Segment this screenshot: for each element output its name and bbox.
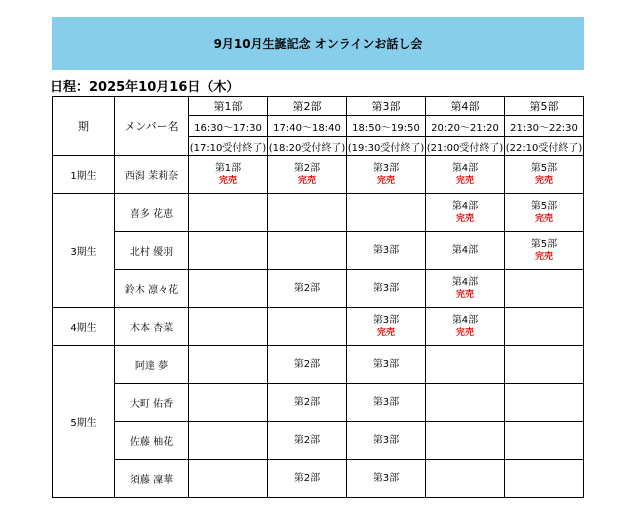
sold-out-badge: 完売 bbox=[534, 214, 553, 224]
slot-cell bbox=[268, 460, 347, 498]
header-time-3: 18:50～19:50 bbox=[347, 116, 426, 137]
event-title-banner bbox=[52, 17, 584, 70]
member-row bbox=[53, 384, 584, 422]
header-part-5: 第5部 bbox=[505, 97, 584, 116]
slot-cell bbox=[426, 422, 505, 460]
schedule-body bbox=[53, 156, 584, 498]
header-time-5: 21:30～22:30 bbox=[505, 116, 584, 137]
slot-cell bbox=[189, 194, 268, 232]
slot-cell bbox=[347, 384, 426, 422]
slot-cell bbox=[505, 384, 584, 422]
slot-cell bbox=[189, 346, 268, 384]
sold-out-badge: 完売 bbox=[376, 328, 395, 338]
slot-cell bbox=[189, 460, 268, 498]
member-name: 大町 佑香 bbox=[115, 384, 189, 422]
slot-part-label: 第2部 bbox=[293, 283, 321, 294]
slot-cell bbox=[189, 384, 268, 422]
member-row bbox=[53, 422, 584, 460]
slot-cell bbox=[268, 270, 347, 308]
slot-cell bbox=[268, 156, 347, 194]
slot-part-label: 第5部 bbox=[530, 201, 558, 212]
sold-out-badge: 完売 bbox=[297, 176, 316, 186]
slot-part-label: 第2部 bbox=[293, 163, 321, 174]
header-time-4: 20:20～21:20 bbox=[426, 116, 505, 137]
slot-part-label: 第3部 bbox=[372, 163, 400, 174]
slot-cell bbox=[268, 232, 347, 270]
header-deadline-2: (18:20受付終了) bbox=[268, 137, 347, 156]
sold-out-badge: 完売 bbox=[455, 328, 474, 338]
sold-out-badge: 完売 bbox=[218, 176, 237, 186]
ki-cell: 3期生 bbox=[53, 194, 115, 308]
slot-part-label: 第4部 bbox=[451, 315, 479, 326]
slot-cell bbox=[347, 422, 426, 460]
slot-cell bbox=[347, 156, 426, 194]
header-part-3: 第3部 bbox=[347, 97, 426, 116]
sold-out-badge: 完売 bbox=[376, 176, 395, 186]
slot-part-label: 第2部 bbox=[293, 359, 321, 370]
header-member: メンバー名 bbox=[115, 97, 189, 156]
header-part-4: 第4部 bbox=[426, 97, 505, 116]
slot-part-label: 第3部 bbox=[372, 245, 400, 256]
slot-cell bbox=[189, 156, 268, 194]
member-name: 西潟 茉莉奈 bbox=[115, 156, 189, 194]
member-row bbox=[53, 232, 584, 270]
header-deadline-5: (22:10受付終了) bbox=[505, 137, 584, 156]
member-name: 鈴木 凛々花 bbox=[115, 270, 189, 308]
slot-part-label: 第3部 bbox=[372, 397, 400, 408]
slot-cell bbox=[347, 232, 426, 270]
slot-part-label: 第3部 bbox=[372, 435, 400, 446]
slot-cell bbox=[505, 156, 584, 194]
slot-cell bbox=[505, 194, 584, 232]
ki-cell: 1期生 bbox=[53, 156, 115, 194]
slot-part-label: 第3部 bbox=[372, 359, 400, 370]
slot-part-label: 第2部 bbox=[293, 473, 321, 484]
slot-part-label: 第3部 bbox=[372, 283, 400, 294]
slot-part-label: 第3部 bbox=[372, 315, 400, 326]
slot-cell bbox=[268, 422, 347, 460]
slot-part-label: 第4部 bbox=[451, 163, 479, 174]
header-ki: 期 bbox=[53, 97, 115, 156]
member-name: 木本 杏菜 bbox=[115, 308, 189, 346]
slot-cell bbox=[505, 232, 584, 270]
slot-cell bbox=[426, 194, 505, 232]
slot-cell bbox=[347, 270, 426, 308]
slot-part-label: 第5部 bbox=[530, 239, 558, 250]
slot-part-label: 第4部 bbox=[451, 201, 479, 212]
header-time-2: 17:40～18:40 bbox=[268, 116, 347, 137]
slot-part-label: 第1部 bbox=[214, 163, 242, 174]
slot-cell bbox=[426, 460, 505, 498]
member-row bbox=[53, 156, 584, 194]
event-title: 9月10月生誕記念 オンラインお話し会 bbox=[213, 37, 423, 51]
header-time-1: 16:30～17:30 bbox=[189, 116, 268, 137]
slot-cell bbox=[505, 308, 584, 346]
member-row bbox=[53, 194, 584, 232]
slot-cell bbox=[347, 346, 426, 384]
slot-cell bbox=[189, 308, 268, 346]
slot-part-label: 第2部 bbox=[293, 397, 321, 408]
member-row bbox=[53, 460, 584, 498]
slot-cell bbox=[505, 422, 584, 460]
slot-cell bbox=[189, 270, 268, 308]
member-name: 須藤 凜華 bbox=[115, 460, 189, 498]
member-name: 佐藤 柚花 bbox=[115, 422, 189, 460]
slot-part-label: 第2部 bbox=[293, 435, 321, 446]
slot-cell bbox=[426, 346, 505, 384]
header-deadline-1: (17:10受付終了) bbox=[189, 137, 268, 156]
header-deadline-4: (21:00受付終了) bbox=[426, 137, 505, 156]
slot-cell bbox=[268, 194, 347, 232]
member-row bbox=[53, 346, 584, 384]
slot-part-label: 第4部 bbox=[451, 245, 479, 256]
sold-out-badge: 完売 bbox=[455, 214, 474, 224]
slot-part-label: 第4部 bbox=[451, 277, 479, 288]
header-deadline-3: (19:30受付終了) bbox=[347, 137, 426, 156]
slot-cell bbox=[268, 346, 347, 384]
schedule-table bbox=[52, 96, 584, 498]
slot-part-label: 第3部 bbox=[372, 473, 400, 484]
sold-out-badge: 完売 bbox=[455, 176, 474, 186]
header-part-2: 第2部 bbox=[268, 97, 347, 116]
slot-cell bbox=[426, 308, 505, 346]
slot-cell bbox=[189, 232, 268, 270]
slot-cell bbox=[347, 194, 426, 232]
sold-out-badge: 完売 bbox=[534, 252, 553, 262]
member-row bbox=[53, 270, 584, 308]
header-row-labels bbox=[53, 97, 584, 116]
slot-cell bbox=[347, 460, 426, 498]
slot-cell bbox=[268, 384, 347, 422]
event-date: 日程：2025年10月16日（木） bbox=[50, 80, 240, 95]
slot-cell bbox=[505, 270, 584, 308]
member-name: 北村 優羽 bbox=[115, 232, 189, 270]
slot-cell bbox=[426, 156, 505, 194]
member-name: 喜多 花恵 bbox=[115, 194, 189, 232]
member-name: 阿達 夢 bbox=[115, 346, 189, 384]
member-row bbox=[53, 308, 584, 346]
header-part-1: 第1部 bbox=[189, 97, 268, 116]
slot-cell bbox=[268, 308, 347, 346]
slot-cell bbox=[426, 384, 505, 422]
sold-out-badge: 完売 bbox=[534, 176, 553, 186]
slot-cell bbox=[426, 270, 505, 308]
ki-cell: 4期生 bbox=[53, 308, 115, 346]
slot-cell bbox=[505, 346, 584, 384]
slot-cell bbox=[189, 422, 268, 460]
slot-cell bbox=[505, 460, 584, 498]
ki-cell: 5期生 bbox=[53, 346, 115, 498]
slot-cell bbox=[426, 232, 505, 270]
slot-part-label: 第5部 bbox=[530, 163, 558, 174]
sold-out-badge: 完売 bbox=[455, 290, 474, 300]
slot-cell bbox=[347, 308, 426, 346]
